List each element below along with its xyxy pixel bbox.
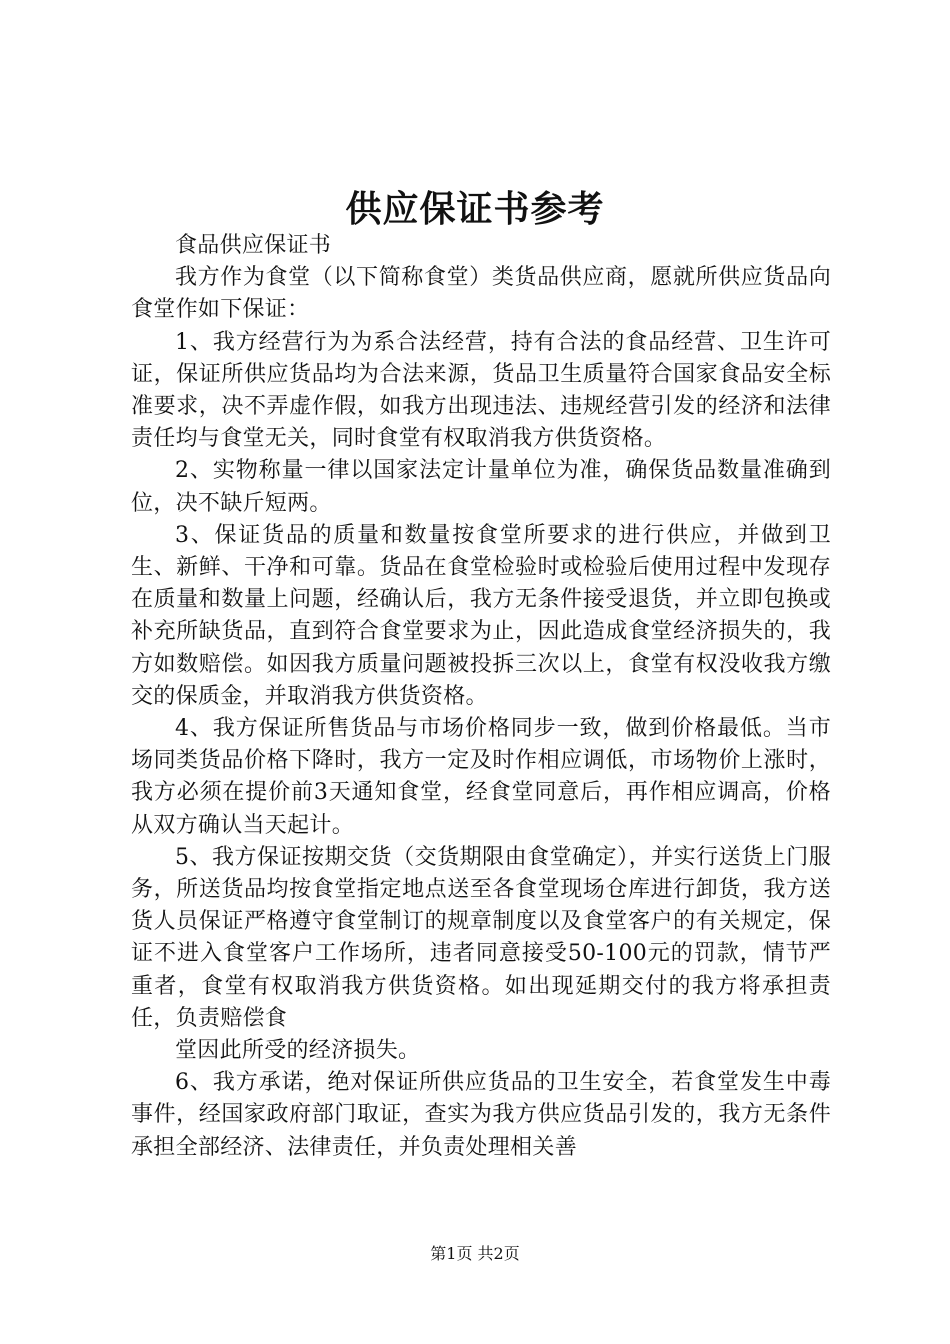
document-title: 供应保证书参考 [345, 188, 605, 230]
clause-2-paragraph: 2、实物称量一律以国家法定计量单位为准，确保货品数量准确到位，决不缺斤短两。 [131, 458, 831, 516]
clause-1-paragraph: 1、我方经营行为为系合法经营，持有合法的食品经营、卫生许可证，保证所供应货品均为合法来源，货品卫生质量符合国家食品安全标准要求，决不弄虚作假，如我方出现违法、违规经营引发的经济和法律责任均与食堂无关，同时食堂有权取消我方供货资格。 [131, 329, 831, 452]
clause-4-paragraph: 4、我方保证所售货品与市场价格同步一致，做到价格最低。当市场同类货品价格下降时，我方一定及时作相应调低，市场物价上涨时，我方必须在提价前3天通知食堂，经食堂同意后，再作相应调高，价格从双方确认当天起计。 [131, 716, 831, 838]
document-body [131, 230, 831, 1164]
clause-5-paragraph: 5、我方保证按期交货（交货期限由食堂确定），并实行送货上门服务，所送货品均按食堂指定地点送至各食堂现场仓库进行卸货，我方送货人员保证严格遵守食堂制订的规章制度以及食堂客户的有关规定，保证不进入食堂客户工作场所，违者同意接受50-100元的罚款，情节严重者，食堂有权取消我方供货资格。如出现延期交付的我方将承担责任，负责赔偿食 [131, 844, 831, 1031]
clause-3-paragraph: 3、保证货品的质量和数量按食堂所要求的进行供应，并做到卫生、新鲜、干净和可靠。货品在食堂检验时或检验后使用过程中发现存在质量和数量上问题，经确认后，我方无条件接受退货，并立即包换或补充所缺货品，直到符合食堂要求为止，因此造成食堂经济损失的，我方如数赔偿。如因我方质量问题被投拆三次以上，食堂有权没收我方缴交的保质金，并取消我方供货资格。 [131, 522, 831, 709]
clause-5-continuation-paragraph: 堂因此所受的经济损失。 [175, 1038, 421, 1064]
intro-paragraph: 我方作为食堂（以下简称食堂）类货品供应商，愿就所供应货品向食堂作如下保证： [131, 265, 831, 323]
clause-6-paragraph: 6、我方承诺，绝对保证所供应货品的卫生安全，若食堂发生中毒事件，经国家政府部门取证，查实为我方供应货品引发的，我方无条件承担全部经济、法律责任，并负责处理相关善 [131, 1070, 831, 1160]
subtitle-paragraph: 食品供应保证书 [175, 233, 332, 258]
page-number-footer: 第1页 共2页 [430, 1244, 520, 1263]
